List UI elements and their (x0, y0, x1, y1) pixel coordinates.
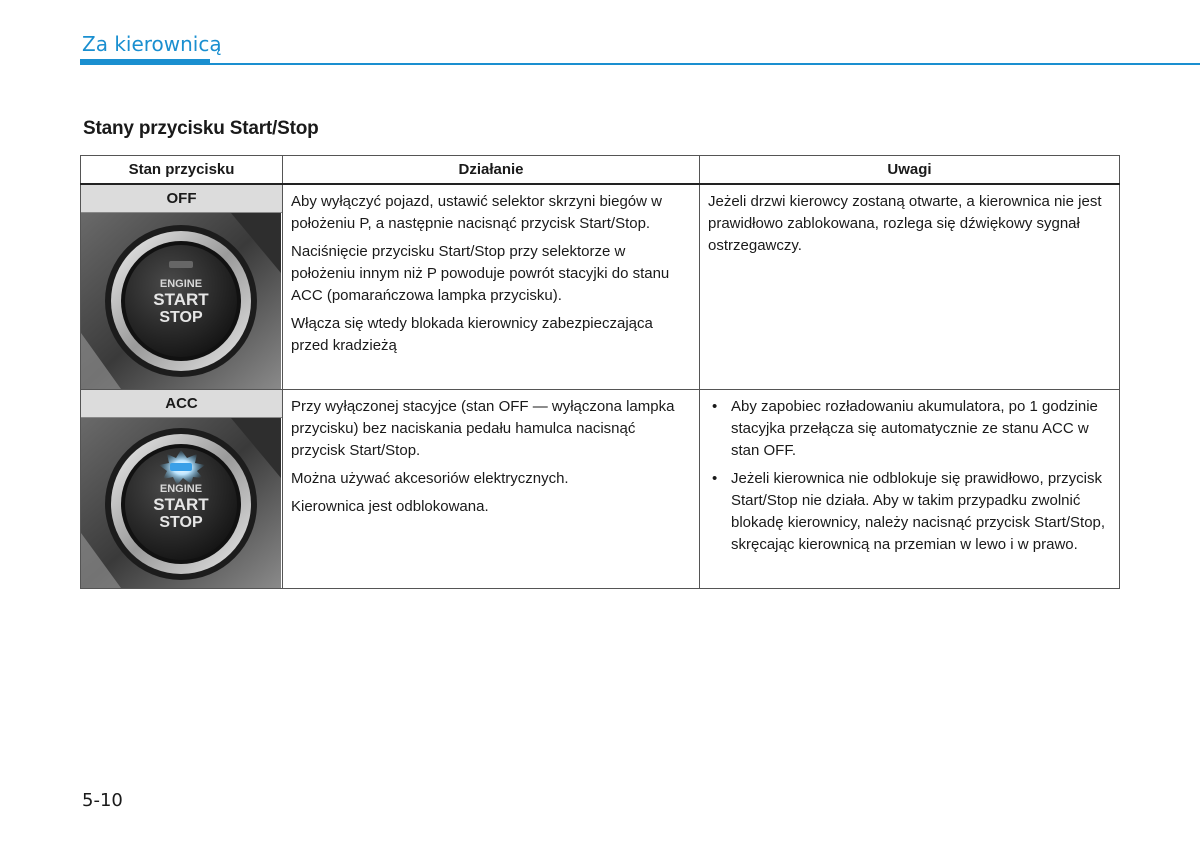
action-paragraph: Włącza się wtedy blokada kierownicy zabezpieczająca przed kradzieżą (291, 315, 653, 354)
action-paragraph: Kierownica jest odblokowana. (291, 498, 489, 515)
column-header-state: Stan przycisku (81, 156, 283, 185)
notes-bullet-item: • Aby zapobiec rozładowaniu akumulatora, po 1 godzinie stacyjka przełącza się automatycznie ze stanu ACC w stan OFF. (708, 396, 1111, 462)
column-header-notes: Uwagi (700, 156, 1120, 185)
running-header-title: Za kierownicą (82, 32, 222, 56)
page-number: 5-10 (82, 790, 123, 811)
notes-paragraph: Jeżeli drzwi kierowcy zostaną otwarte, a kierownica nie jest prawidłowo zablokowana, rozlega się dźwiękowy sygnał ostrzegawczy. (708, 193, 1102, 254)
notes-bullet-list (708, 396, 1111, 556)
column-header-action: Działanie (283, 156, 700, 185)
header-rule (80, 63, 1200, 65)
state-cell-off (81, 184, 283, 390)
acc-indicator-lamp-off (169, 261, 193, 268)
button-label-engine-acc: ENGINE (159, 483, 203, 495)
table-header-row (81, 156, 1120, 185)
action-paragraph: Aby wyłączyć pojazd, ustawić selektor skrzyni biegów w położeniu P, a następnie nacisnąć przycisk Start/Stop. (291, 193, 662, 232)
section-heading: Stany przycisku Start/Stop (83, 118, 319, 139)
action-paragraph: Można używać akcesoriów elektrycznych. (291, 470, 569, 487)
notes-cell-acc (700, 390, 1120, 589)
button-label-stop-acc: STOP (159, 514, 203, 531)
start-stop-states-table (80, 155, 1120, 589)
state-label-off: OFF (81, 185, 282, 213)
button-label-engine-off: ENGINE (159, 278, 203, 290)
acc-indicator-lamp-on (170, 463, 192, 471)
button-label-start-off: START (153, 290, 209, 309)
button-label-start-acc: START (153, 495, 209, 514)
table-row-acc (81, 390, 1120, 589)
state-label-acc: ACC (81, 390, 282, 418)
start-stop-button-acc-photo (81, 418, 281, 588)
state-cell-acc (81, 390, 283, 589)
notes-bullet-item: • Jeżeli kierownica nie odblokuje się prawidłowo, przycisk Start/Stop nie działa. Aby w takim przypadku zwolnić blokadę kierownicy, należy nacisnąć przycisk Start/Stop, skręcając kierownicą na przemian w lewo i w prawo. (708, 468, 1111, 556)
action-paragraph: Przy wyłączonej stacyjce (stan OFF — wyłączona lampka przycisku) bez naciskania pedału hamulca nacisnąć przycisk Start/Stop. (291, 398, 675, 459)
start-stop-button-off-photo (81, 213, 281, 389)
notes-cell-off (700, 184, 1120, 390)
action-paragraph: Naciśnięcie przycisku Start/Stop przy selektorze w położeniu innym niż P powoduje powrót stacyjki do stanu ACC (pomarańczowa lampka przycisku). (291, 243, 670, 304)
action-cell-off (283, 184, 700, 390)
action-cell-acc (283, 390, 700, 589)
button-label-stop-off: STOP (159, 309, 203, 326)
table-row-off (81, 184, 1120, 390)
